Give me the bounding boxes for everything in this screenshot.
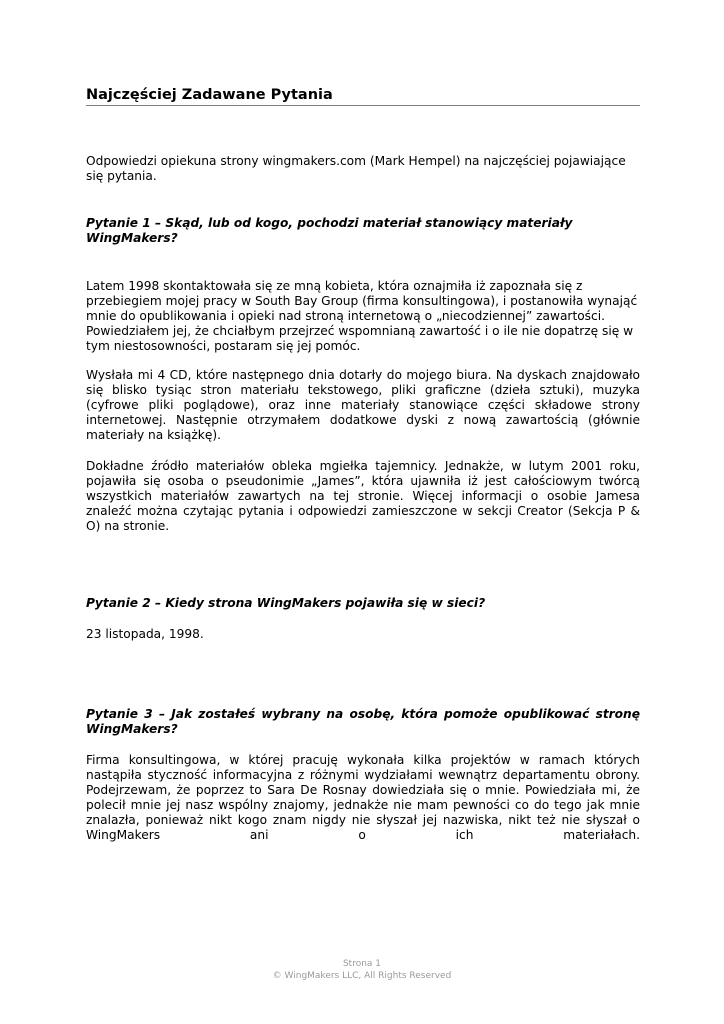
page-footer [0,958,724,982]
question-3-heading: Pytanie 3 – Jak zostałeś wybrany na osobę, która pomoże opublikować stronę WingMakers? [86,707,640,736]
document-page [86,0,640,1024]
answer-3-paragraph: Firma konsultingowa, w której pracuję wykonała kilka projektów w ramach których nastąpiła styczność informacyjna z różnymi wydziałami wewnątrz departamentu obrony. Podejrzewam, że poprzez to Sara De Rosnay dowiedziała się o mnie. Powiedziała mi, że polecił mnie jej nasz wspólny znajomy, jednakże nie mam pewności co do tego jak mnie znalazła, ponieważ nikt kogo znam nigdy nie słyszał jej nazwiska, nikt też nie słyszał o WingMakers ani o ich materiałach. [86,753,640,842]
page-title: Najczęściej Zadawane Pytania [86,86,640,106]
copyright-notice: © WingMakers LLC, All Rights Reserved [272,971,452,981]
intro-paragraph: Odpowiedzi opiekuna strony wingmakers.com (Mark Hempel) na najczęściej pojawiające się pytania. [86,154,626,183]
question-1-heading: Pytanie 1 – Skąd, lub od kogo, pochodzi materiał stanowiący materiały WingMakers? [86,216,573,245]
page-number: Strona 1 [342,959,382,969]
answer-1-paragraph-1: Latem 1998 skontaktowała się ze mną kobieta, która oznajmiła iż zapoznała się z przebiegiem mojej pracy w South Bay Group (firma konsultingowa), i postanowiła wynająć mnie do opublikowania i opieki nad stroną internetową o „niecodziennej” zawartości. Powiedziałem jej, że chciałbym przejrzeć wspomnianą zawartość i o ile nie dopatrzę się w tym niestosowności, postaram się jej pomóc. [86,279,638,353]
answer-1-paragraph-3: Dokładne źródło materiałów obleka mgiełka tajemnicy. Jednakże, w lutym 2001 roku, pojawiła się osoba o pseudonimie „James”, która ujawniła iż jest całościowym twórcą wszystkich materiałów zawartych na tej stronie. Więcej informacji o osobie Jamesa znaleźć można czytając pytania i odpowiedzi zamieszczone w sekcji Creator (Sekcja P & O) na stronie. [86,459,640,533]
answer-1-paragraph-2: Wysłała mi 4 CD, które następnego dnia dotarły do mojego biura. Na dyskach znajdowało się blisko tysiąc stron materiału tekstowego, pliki graficzne (dzieła sztuki), muzyka (cyfrowe pliki poglądowe), oraz inne materiały stanowiące części składowe strony internetowej. Następnie otrzymałem dodatkowe dyski z nową zawartością (głównie materiały na książkę). [86,368,640,442]
answer-2-paragraph: 23 listopada, 1998. [86,627,204,641]
question-2-heading: Pytanie 2 – Kiedy strona WingMakers pojawiła się w sieci? [86,596,486,610]
